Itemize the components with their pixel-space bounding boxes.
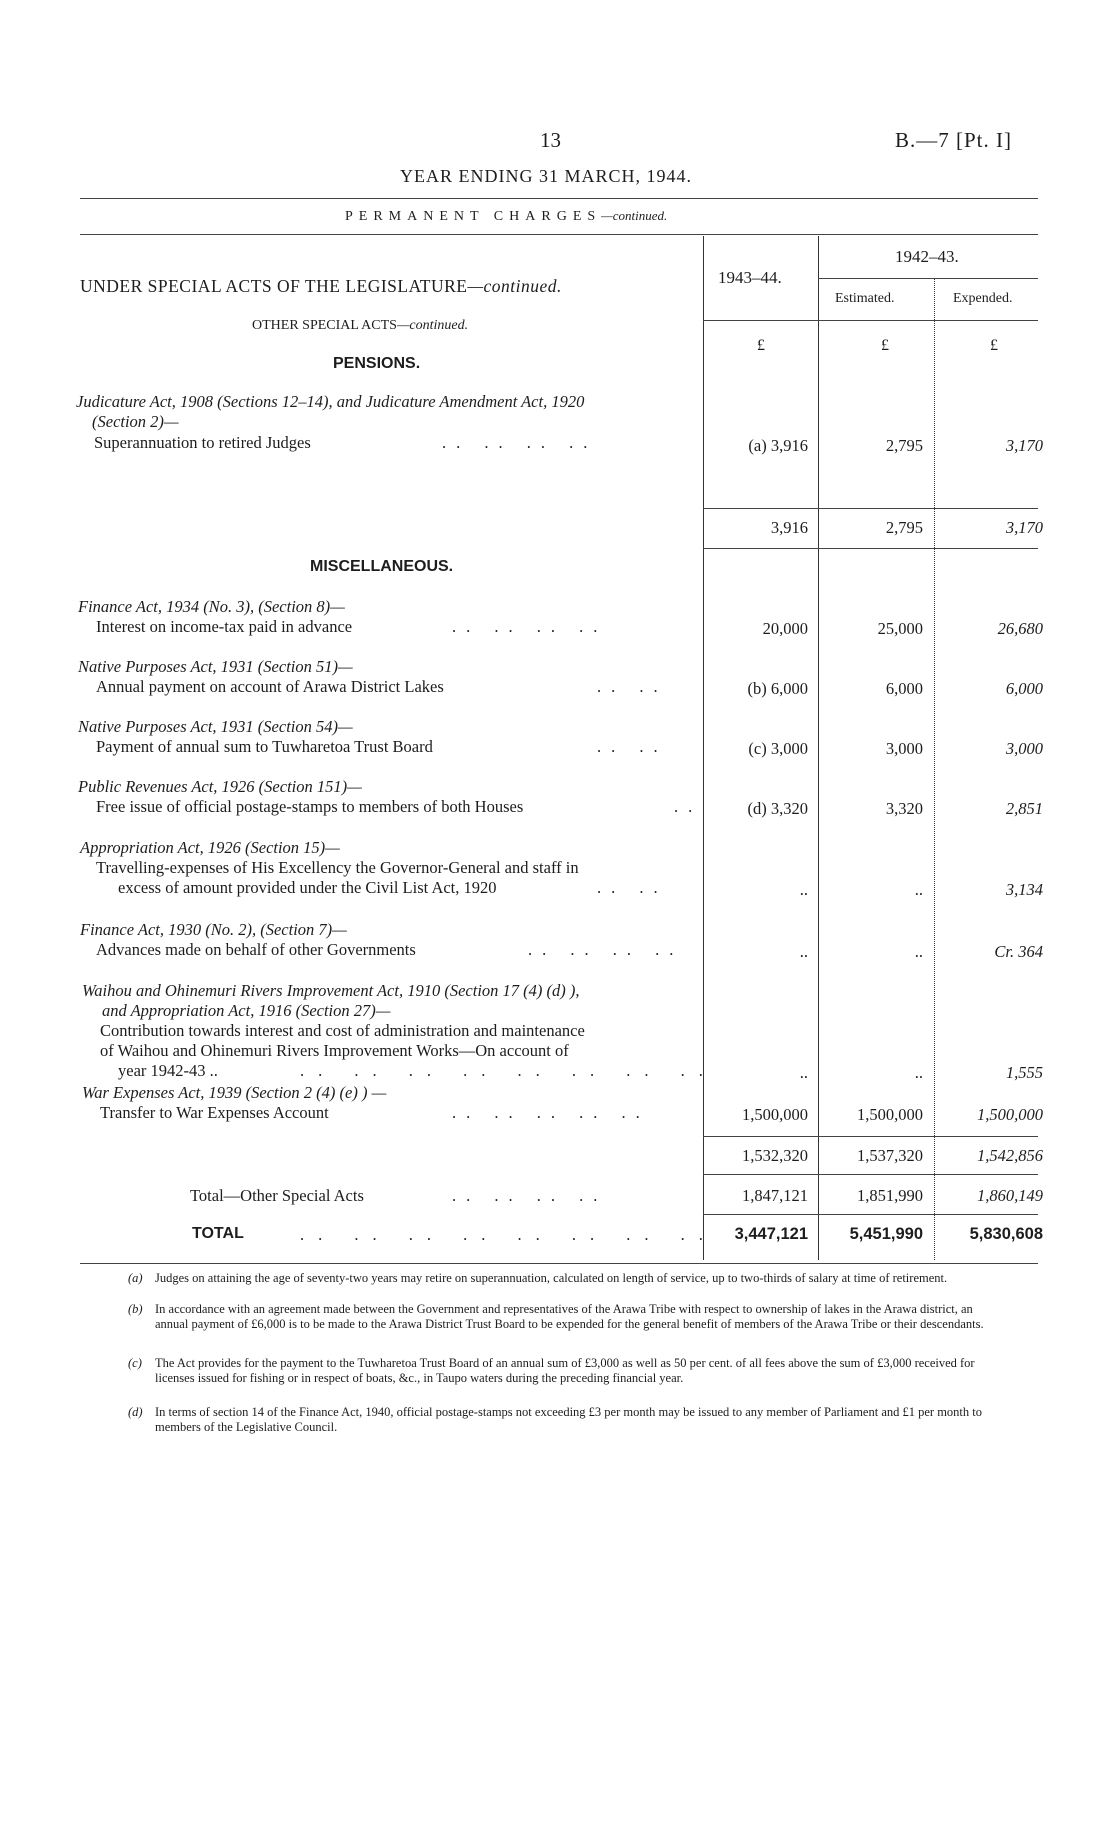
footnote-b xyxy=(128,1302,1008,1332)
pensions-act-line2: (Section 2)— xyxy=(92,412,179,431)
footnote-text: In terms of section 14 of the Finance Act, 1940, official postage-stamps not exceeding £3 per month may be issued to any member of Parliament and £1 per month to members of the Legislative Council. xyxy=(155,1405,983,1434)
misc-subtotal-bottom-rule xyxy=(703,1174,1038,1175)
grand-total-label: TOTAL xyxy=(192,1225,244,1242)
misc-subtotal-estimated: 1,537,320 xyxy=(857,1146,923,1165)
grand-total-dots: .. .. .. .. .. .. .. .. xyxy=(300,1225,717,1244)
misc-item-value-expended: 1,555 xyxy=(1005,1063,1043,1082)
misc-item-dots: .. .. xyxy=(597,677,668,696)
grand-total-1943: 3,447,121 xyxy=(734,1225,808,1243)
footnote-d xyxy=(128,1405,1008,1435)
misc-item-dots: .. .. .. .. xyxy=(452,617,608,636)
footnote-a xyxy=(128,1271,1008,1286)
misc-item-value-1943: (c) 3,000 xyxy=(748,739,808,758)
misc-item-dots: .. .. xyxy=(597,878,668,897)
misc-item-dots: .. .. xyxy=(597,737,668,756)
grand-total-estimated: 5,451,990 xyxy=(849,1225,923,1243)
misc-item-dots: .. .. .. .. .. .. .. .. xyxy=(300,1061,717,1080)
misc-item-value-1943: .. xyxy=(799,880,808,899)
misc-item-description: Travelling-expenses of His Excellency the Governor-General and staff in xyxy=(96,858,579,877)
misc-item-value-1943: 20,000 xyxy=(762,619,808,638)
pensions-act: Judicature Act, 1908 (Sections 12–14), and Judicature Amendment Act, 1920 xyxy=(76,392,585,411)
column-heading-expended: Expended. xyxy=(953,291,1013,306)
pensions-description: Superannuation to retired Judges xyxy=(94,433,311,452)
footnote-text: The Act provides for the payment to the Tuwharetoa Trust Board of an annual sum of £3,000 as well as 50 per cent. of all fees above the sum of £3,000 received for licenses issued for fishing or in respect of boats, &c., in Taupo waters during the preceding financial year. xyxy=(155,1356,975,1385)
footnote-c xyxy=(128,1356,1008,1386)
misc-item-act: Public Revenues Act, 1926 (Section 151)— xyxy=(78,777,362,796)
column-heading-estimated: Estimated. xyxy=(835,291,895,306)
currency-symbol-2: £ xyxy=(881,337,889,354)
permanent-charges-heading: PERMANENT CHARGES—continued. xyxy=(345,208,668,224)
year-span-rule xyxy=(818,278,1038,279)
misc-item-act: Finance Act, 1930 (No. 2), (Section 7)— xyxy=(80,920,347,939)
misc-item-value-expended: 3,000 xyxy=(1005,739,1043,758)
misc-subtotal-rule xyxy=(703,1136,1038,1137)
misc-item-description: Interest on income-tax paid in advance xyxy=(96,617,353,636)
misc-item-dots: .. .. .. .. xyxy=(528,940,684,959)
pensions-value-expended: 3,170 xyxy=(1005,436,1043,455)
misc-item-value-expended: 3,134 xyxy=(1005,880,1043,899)
column-divider-3 xyxy=(934,278,935,1260)
misc-item-description: Payment of annual sum to Tuwharetoa Trust Board xyxy=(96,737,433,756)
misc-item-act: Waihou and Ohinemuri Rivers Improvement Act, 1910 (Section 17 (4) (d) ), xyxy=(82,981,580,1000)
total-other-special-acts-label: Total—Other Special Acts xyxy=(190,1186,364,1205)
misc-item-value-estimated: 1,500,000 xyxy=(857,1105,923,1124)
page-number: 13 xyxy=(540,128,561,152)
header-rule xyxy=(80,198,1038,199)
misc-item-value-estimated: 3,320 xyxy=(885,799,923,818)
misc-subtotal-1943: 1,532,320 xyxy=(742,1146,808,1165)
pensions-subtotal-expended: 3,170 xyxy=(1005,518,1043,537)
misc-item-description-line2: of Waihou and Ohinemuri Rivers Improvement Works—On account of xyxy=(100,1041,569,1060)
misc-item-value-expended: Cr. 364 xyxy=(994,942,1043,961)
table-top-rule xyxy=(80,234,1038,235)
misc-item-value-estimated: 3,000 xyxy=(885,739,923,758)
misc-item-description: Annual payment on account of Arawa District Lakes xyxy=(96,677,444,696)
currency-symbol-3: £ xyxy=(990,337,998,354)
total-other-expended: 1,860,149 xyxy=(977,1186,1043,1205)
grand-total-expended: 5,830,608 xyxy=(969,1225,1043,1243)
currency-symbol-1: £ xyxy=(757,337,765,354)
misc-item-value-1943: (d) 3,320 xyxy=(747,799,808,818)
misc-item-dots: .. xyxy=(674,797,703,816)
misc-item-act: War Expenses Act, 1939 (Section 2 (4) (e) ) — xyxy=(82,1083,387,1102)
column-heading-1943: 1943–44. xyxy=(718,268,782,287)
misc-subtotal-expended: 1,542,856 xyxy=(977,1146,1043,1165)
pensions-value-estimated: 2,795 xyxy=(885,436,923,455)
misc-item-value-estimated: 25,000 xyxy=(877,619,923,638)
footnote-label: (a) xyxy=(128,1271,143,1285)
misc-item-value-estimated: .. xyxy=(914,942,923,961)
misc-item-value-estimated: .. xyxy=(914,880,923,899)
pensions-subtotal-rule xyxy=(703,508,1038,509)
misc-item-value-expended: 26,680 xyxy=(997,619,1043,638)
misc-item-value-expended: 2,851 xyxy=(1005,799,1043,818)
misc-item-act-line2: and Appropriation Act, 1916 (Section 27)— xyxy=(102,1001,391,1020)
misc-item-description: Free issue of official postage-stamps to members of both Houses xyxy=(96,797,524,816)
misc-item-description: Advances made on behalf of other Governments xyxy=(96,940,416,959)
column-heading-1942: 1942–43. xyxy=(895,247,959,266)
total-rule xyxy=(703,1214,1038,1215)
pensions-dots: .. .. .. .. xyxy=(442,433,598,452)
pensions-subtotal-estimated: 2,795 xyxy=(885,518,923,537)
misc-item-description-line3: year 1942-43 .. xyxy=(118,1061,218,1080)
misc-item-description-line2: excess of amount provided under the Civil List Act, 1920 xyxy=(118,878,497,897)
footnote-text: In accordance with an agreement made between the Government and representatives of the Arawa Tribe with respect to ownership of lakes in the Arawa district, an annual payment of £6,000 is to be made to the Arawa District Trust Board to be expended for the general benefit of members of the Arawa Tribe or their descendants. xyxy=(155,1302,984,1331)
total-other-dots: .. .. .. .. xyxy=(452,1186,608,1205)
misc-item-description: Transfer to War Expenses Account xyxy=(100,1103,329,1122)
total-other-1943: 1,847,121 xyxy=(742,1186,808,1205)
footnote-label: (c) xyxy=(128,1356,142,1370)
section-title: UNDER SPECIAL ACTS OF THE LEGISLATURE—continued. xyxy=(80,276,562,296)
miscellaneous-heading: MISCELLANEOUS. xyxy=(310,558,454,575)
misc-item-value-1943: .. xyxy=(799,1063,808,1082)
misc-item-value-1943: (b) 6,000 xyxy=(747,679,808,698)
footnote-label: (d) xyxy=(128,1405,143,1419)
misc-item-value-1943: .. xyxy=(799,942,808,961)
total-other-estimated: 1,851,990 xyxy=(857,1186,923,1205)
misc-item-value-1943: 1,500,000 xyxy=(742,1105,808,1124)
misc-item-act: Native Purposes Act, 1931 (Section 51)— xyxy=(78,657,353,676)
misc-item-value-expended: 6,000 xyxy=(1005,679,1043,698)
misc-item-value-estimated: .. xyxy=(914,1063,923,1082)
section-subtitle: OTHER SPECIAL ACTS—continued. xyxy=(252,318,469,333)
misc-item-description: Contribution towards interest and cost of administration and maintenance xyxy=(100,1021,585,1040)
misc-item-value-expended: 1,500,000 xyxy=(977,1105,1043,1124)
document-reference: B.—7 [Pt. I] xyxy=(895,128,1012,152)
misc-item-act: Native Purposes Act, 1931 (Section 54)— xyxy=(78,717,353,736)
pensions-heading: PENSIONS. xyxy=(333,355,421,372)
misc-item-dots: .. .. .. .. .. xyxy=(452,1103,650,1122)
pensions-subtotal-bottom-rule xyxy=(703,548,1038,549)
column-head-rule xyxy=(703,320,1038,321)
pensions-subtotal-1943: 3,916 xyxy=(770,518,808,537)
footnote-text: Judges on attaining the age of seventy-two years may retire on superannuation, calculated on length of service, up to two-thirds of salary at time of retirement. xyxy=(155,1271,948,1285)
misc-item-act: Appropriation Act, 1926 (Section 15)— xyxy=(80,838,340,857)
pensions-value-1943: (a) 3,916 xyxy=(748,436,808,455)
footnote-label: (b) xyxy=(128,1302,143,1316)
misc-item-value-estimated: 6,000 xyxy=(885,679,923,698)
misc-item-act: Finance Act, 1934 (No. 3), (Section 8)— xyxy=(78,597,345,616)
table-bottom-rule xyxy=(80,1263,1038,1264)
year-heading: YEAR ENDING 31 MARCH, 1944. xyxy=(400,166,692,186)
